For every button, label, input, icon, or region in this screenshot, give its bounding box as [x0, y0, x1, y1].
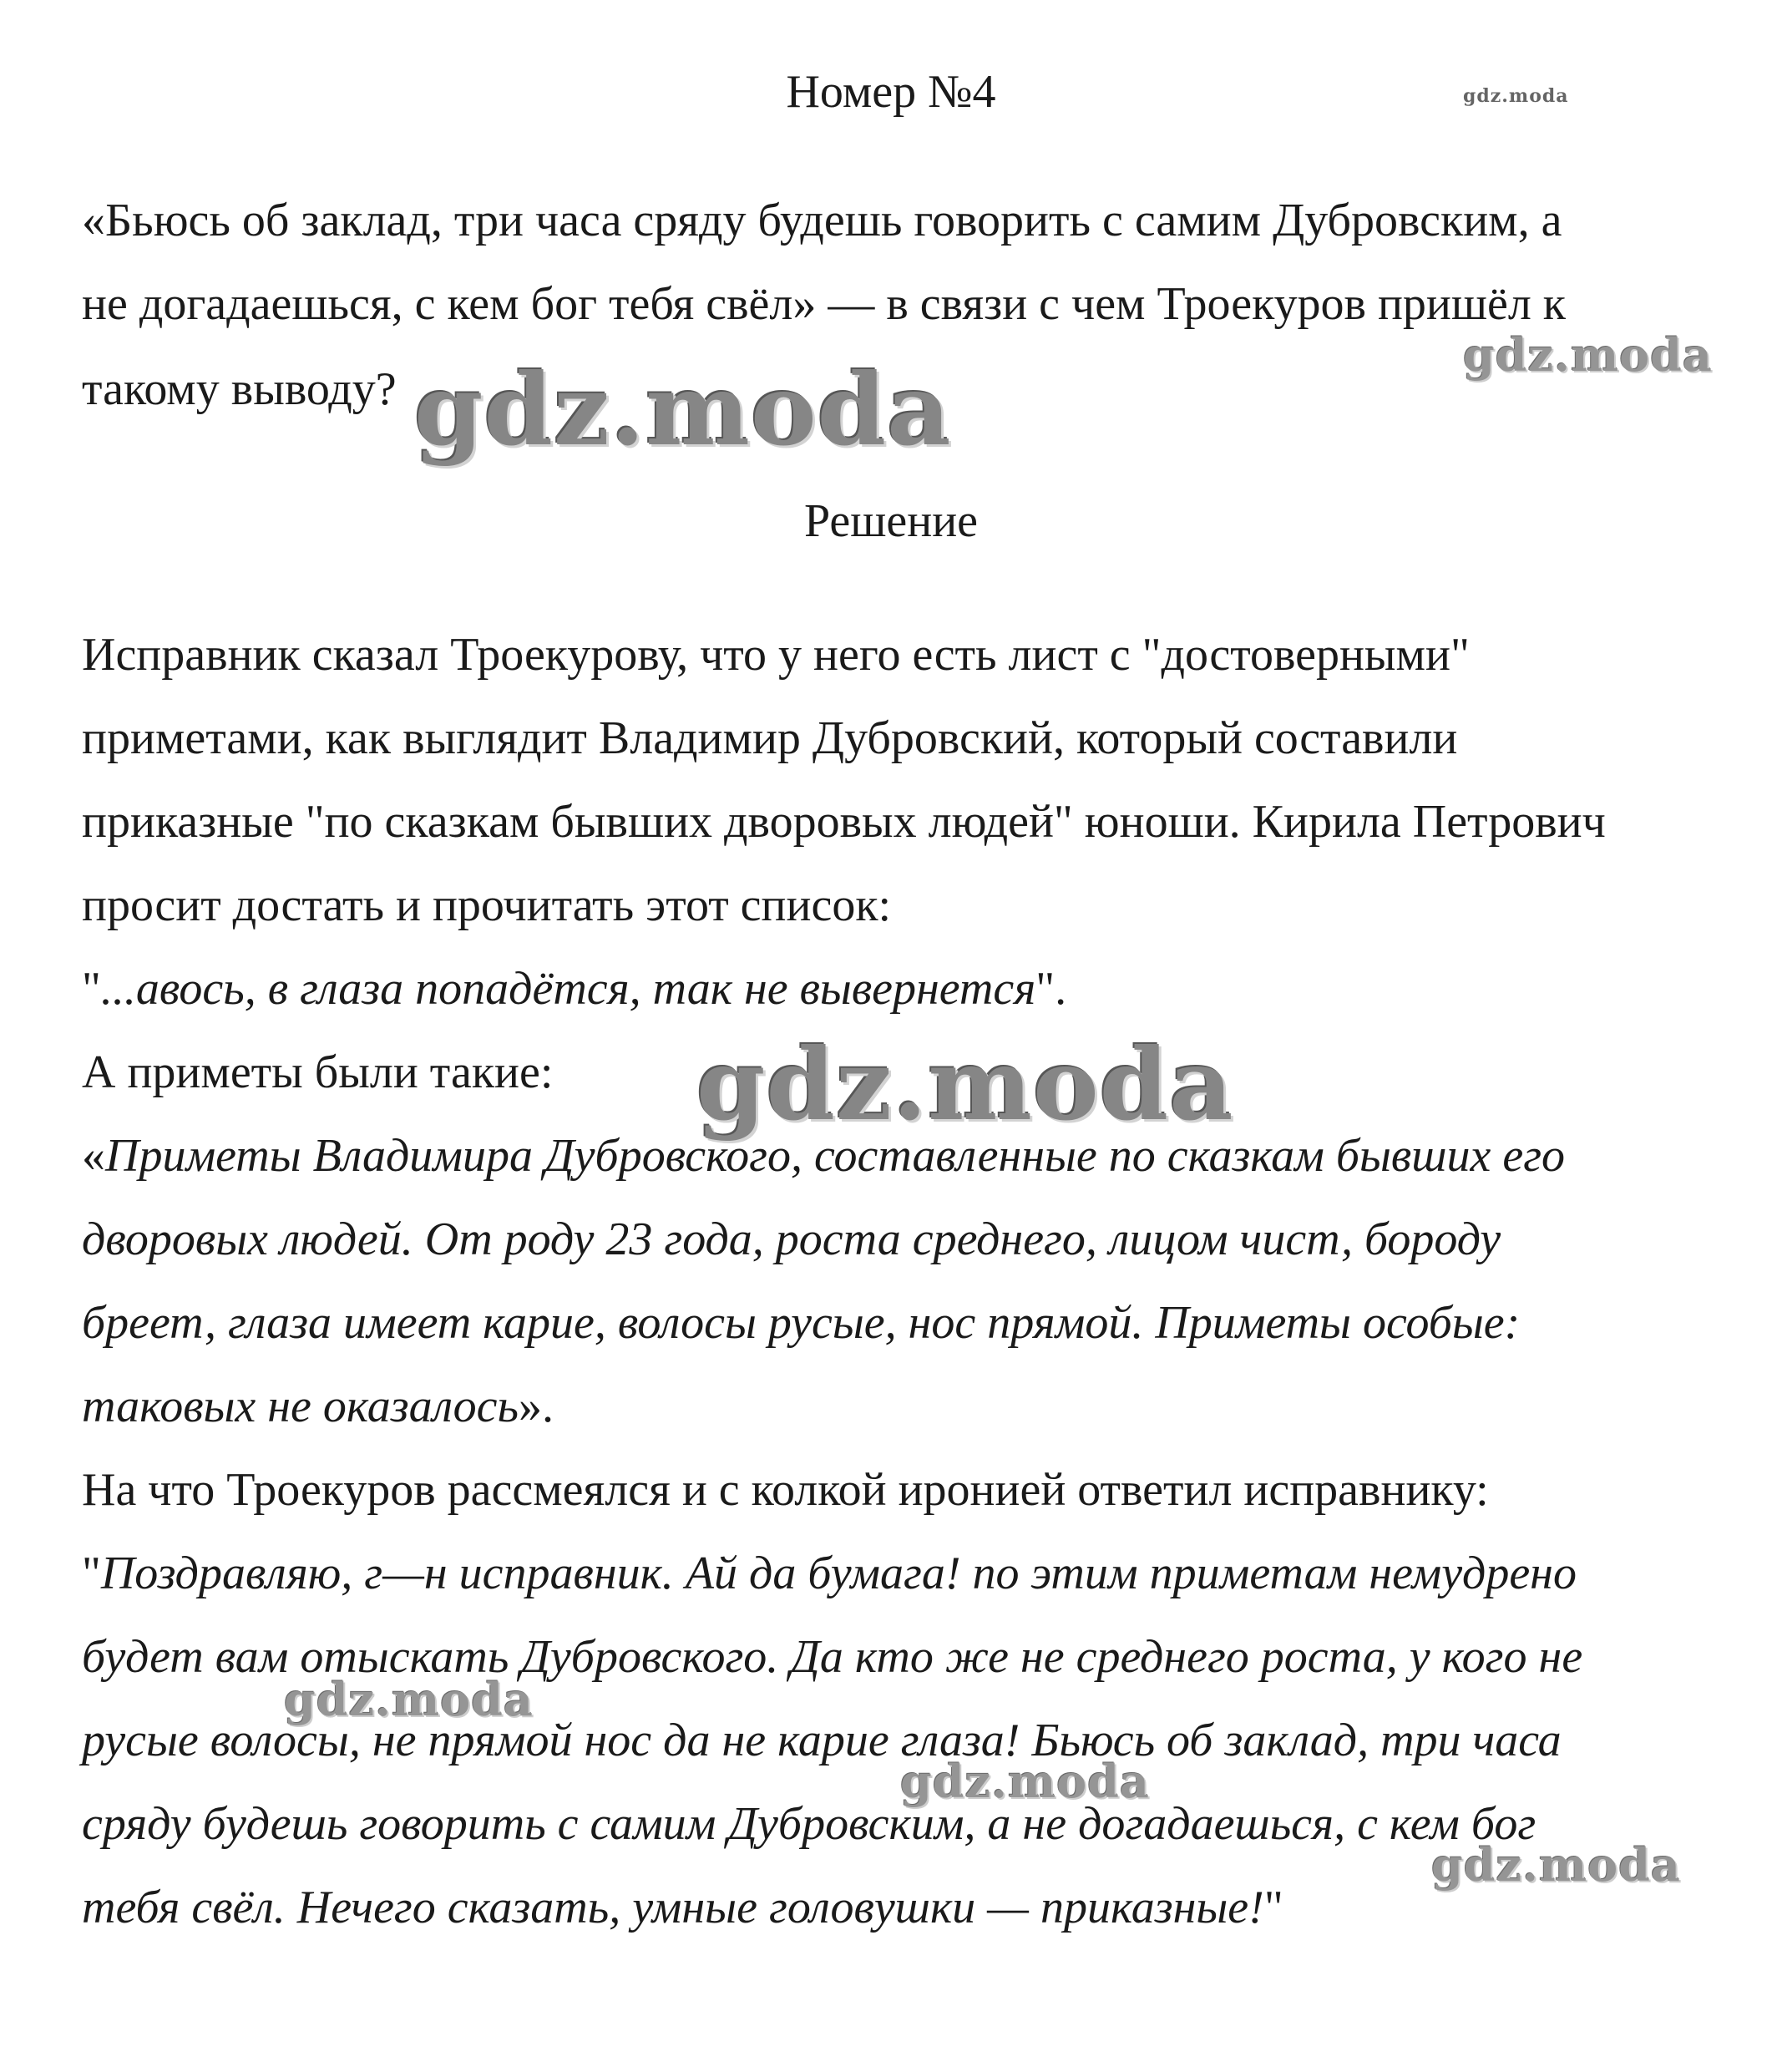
quote-3-line-5: [82, 1884, 1283, 1931]
quote-1-open: ": [82, 963, 101, 1015]
question-line-2: не догадаешься, с кем бог тебя свёл» — в связи с чем Троекуров пришёл к: [82, 278, 1567, 330]
page-title: Номер №4: [786, 66, 996, 118]
quote-3-line-4: сряду будешь говорить с самим Дубровским, а не догадаешься, с кем бог: [82, 1798, 1536, 1850]
watermark-large: gdz.moda: [414, 352, 952, 468]
quote-2-line-2: дворовых людей. От роду 23 года, роста среднего, лицом чист, бороду: [82, 1213, 1501, 1265]
quote-2-line-1-text: Приметы Владимира Дубровского, составленные по сказкам бывших его: [105, 1130, 1566, 1182]
quote-3-line-1-text: Поздравляю, г—н исправник. Ай да бумага! по этим приметам немудрено: [100, 1548, 1577, 1599]
quote-2-open: «: [82, 1130, 105, 1182]
quote-1-text: ...авось, в глаза попадётся, так не вывернется: [100, 963, 1036, 1015]
watermark-large: gdz.moda: [696, 1026, 1234, 1142]
quote-3-close: ": [1263, 1882, 1283, 1933]
quote-2-line-4: [82, 1380, 554, 1432]
watermark-medium: gdz.moda: [1431, 1838, 1681, 1892]
intro-3: На что Троекуров рассмеялся и с колкой иронией ответил исправнику:: [82, 1464, 1489, 1516]
question-line-1: «Бьюсь об заклад, три часа сряду будешь говорить с самим Дубровским, а: [82, 195, 1562, 246]
quote-2-line-4-text: таковых не оказалось: [82, 1380, 519, 1432]
solution-heading: Решение: [803, 495, 979, 547]
quote-3-line-5-text: тебя свёл. Нечего сказать, умные головушки — приказные!: [82, 1882, 1264, 1933]
watermark-medium: gdz.moda: [1463, 328, 1713, 382]
watermark-medium: gdz.moda: [284, 1673, 534, 1726]
quote-3-line-1: [82, 1550, 1577, 1597]
question-line-3: такому выводу?: [82, 363, 397, 415]
quote-3-open: ": [82, 1548, 101, 1599]
quote-3-line-3: русые волосы, не прямой нос да не карие глаза! Бьюсь об заклад, три часа: [82, 1715, 1562, 1766]
quote-1: [82, 963, 1067, 1015]
quote-2-line-1: [82, 1130, 1566, 1182]
quote-3-line-2: будет вам отыскать Дубровского. Да кто же не среднего роста, у кого не: [82, 1631, 1583, 1683]
answer-line-1: Исправник сказал Троекурову, что у него есть лист с "достоверными": [82, 629, 1470, 681]
quote-2-line-3: бреет, глаза имеет карие, волосы русые, нос прямой. Приметы особые:: [82, 1297, 1521, 1349]
answer-line-2: приметами, как выглядит Владимир Дубровский, который составили: [82, 712, 1458, 764]
answer-line-4: просит достать и прочитать этот список:: [82, 879, 892, 931]
watermark-small: gdz.moda: [1463, 85, 1569, 107]
watermark-medium: gdz.moda: [900, 1755, 1150, 1808]
quote-1-close: ".: [1035, 963, 1067, 1015]
intro-2: А приметы были такие:: [82, 1046, 554, 1098]
answer-line-3: приказные "по сказкам бывших дворовых людей" юноши. Кирила Петрович: [82, 796, 1606, 848]
quote-2-close: ».: [519, 1380, 554, 1432]
